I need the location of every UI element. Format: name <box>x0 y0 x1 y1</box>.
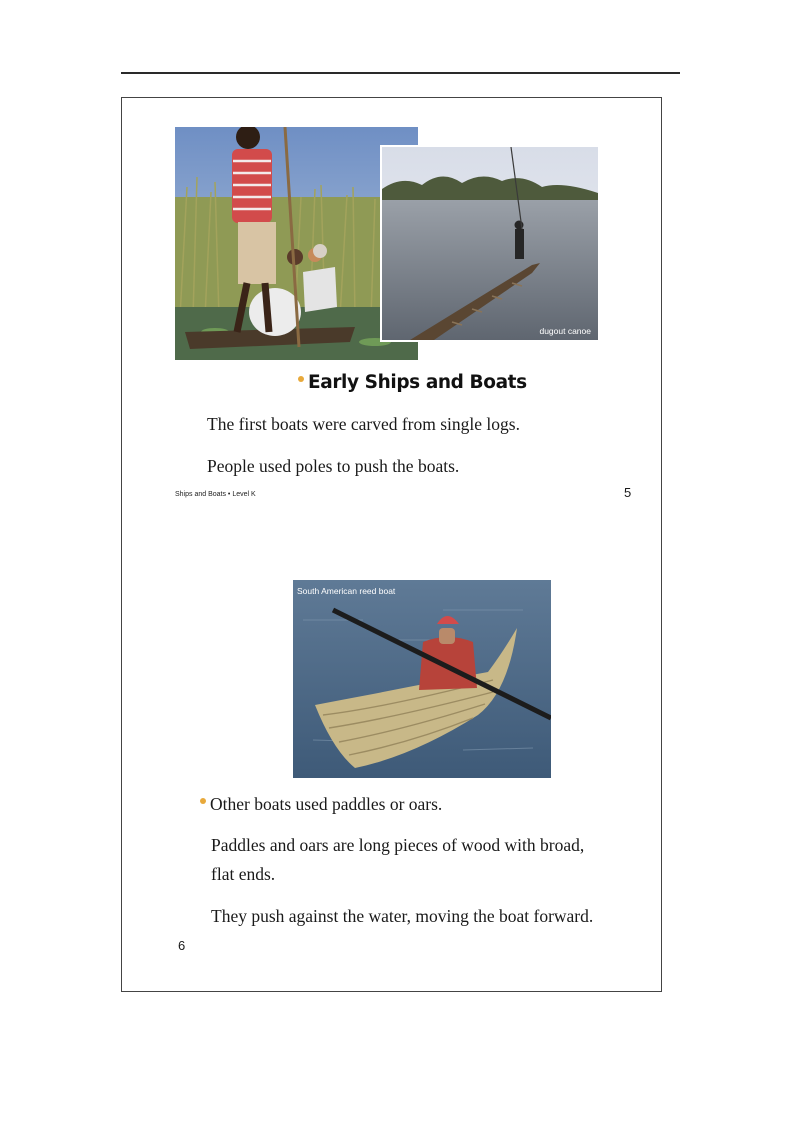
bullet-dot-icon <box>200 798 206 804</box>
paragraph-3-text: Other boats used paddles or oars. <box>210 794 443 814</box>
reed-boat-caption: South American reed boat <box>297 586 396 596</box>
paragraph-1: The first boats were carved from single logs. <box>207 414 520 434</box>
paragraph-3 <box>200 794 442 815</box>
page-number-6: 6 <box>178 938 186 953</box>
paragraph-4-line-1: Paddles and oars are long pieces of wood with broad, <box>211 835 585 855</box>
paragraph-4-line-2: flat ends. <box>211 864 276 884</box>
bullet-dot-icon <box>298 376 304 382</box>
page-number-5: 5 <box>624 485 632 500</box>
paragraph-5: They push against the water, moving the boat forward. <box>211 906 594 926</box>
book-footer: Ships and Boats • Level K <box>175 491 256 498</box>
paragraph-2: People used poles to push the boats. <box>207 456 460 476</box>
dugout-canoe-photo <box>380 145 600 342</box>
heading-text: Early Ships and Boats <box>308 372 527 393</box>
page-title <box>298 372 527 393</box>
reed-boat-photo <box>293 580 551 778</box>
top-rule <box>121 72 680 74</box>
dugout-canoe-caption: dugout canoe <box>539 326 591 336</box>
